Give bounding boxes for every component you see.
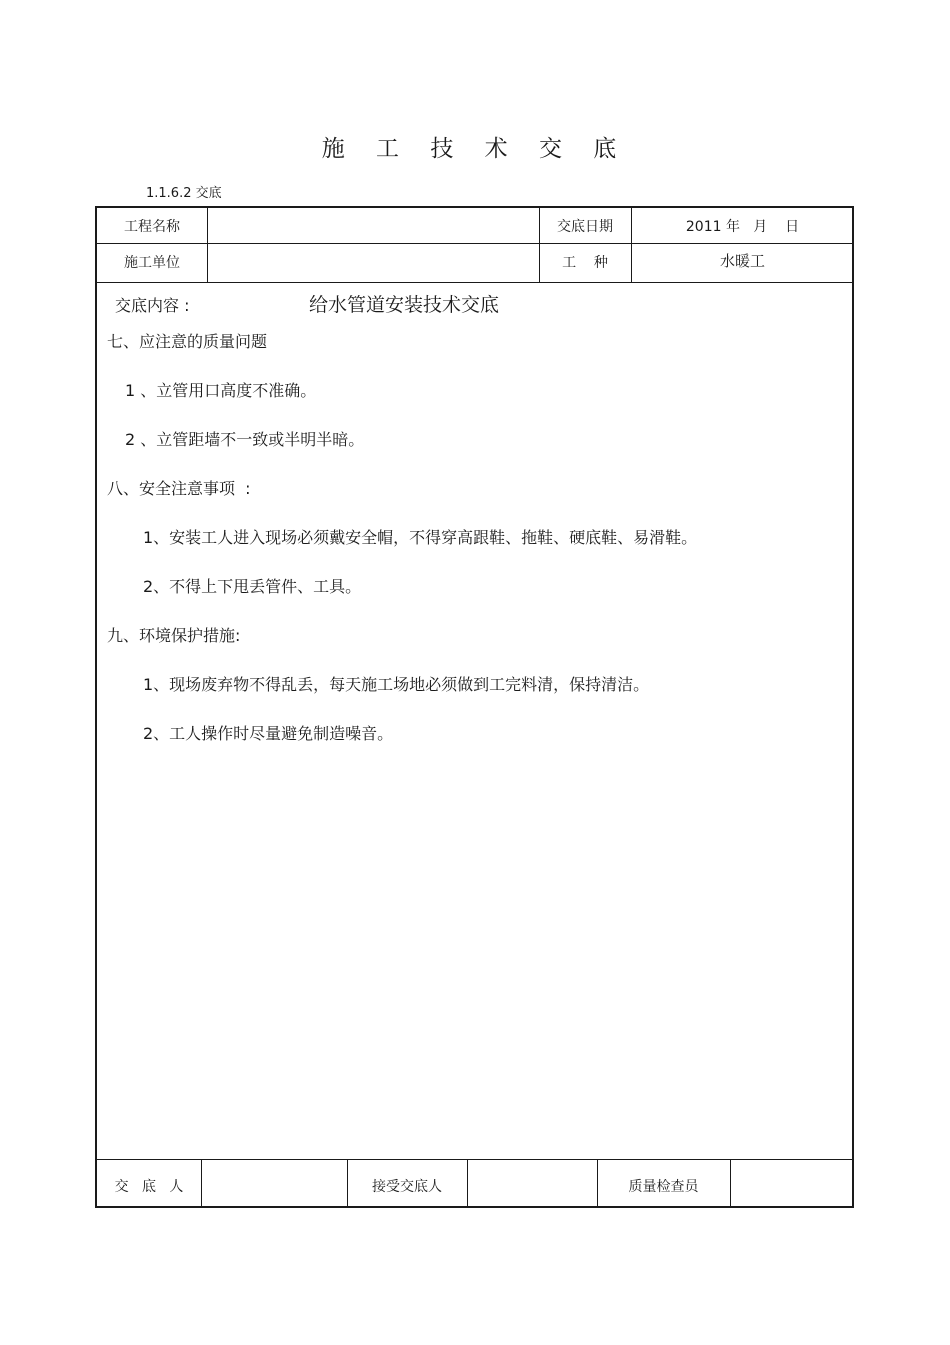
col-divider [467,1159,468,1208]
content-label: 交底内容 : [115,296,190,315]
document-title: 施 工 技 术 交 底 [321,136,629,162]
section-heading-quality: 七、应注意的质量问题 [107,332,268,351]
safety-item-2: 2、不得上下甩丢管件、工具。 [143,577,362,596]
content-heading: 给水管道安装技术交底 [309,294,500,316]
safety-item-1: 1、安装工人进入现场必须戴安全帽，不得穿高跟鞋、拖鞋、硬底鞋、易滑鞋。 [143,528,698,547]
receiver-label: 接受交底人 [372,1179,442,1195]
section-heading-safety: 八、安全注意事项 : [107,479,251,498]
col-divider [201,1159,202,1208]
row-divider [97,282,852,283]
disclosure-form [95,206,854,1208]
environment-item-1: 1、现场废弃物不得乱丢，每天施工场地必须做到工完料清，保持清洁。 [143,675,650,694]
inspector-label: 质量检查员 [628,1179,699,1195]
col-divider [730,1159,731,1208]
date-field[interactable]: 2011 年 月 日 [685,219,800,235]
row-divider [97,243,852,244]
environment-item-2: 2、工人操作时尽量避免制造噪音。 [143,724,394,743]
col-divider [207,208,208,282]
discloser-label: 交 底 人 [114,1179,184,1195]
trade-field[interactable]: 水暖工 [719,252,765,270]
row-divider [97,1159,852,1160]
quality-item-1: 1 、立管用口高度不准确。 [125,381,317,400]
section-number: 1.1.6.2 交底 [146,186,222,201]
trade-label: 工 种 [562,255,608,271]
date-label: 交底日期 [557,219,613,235]
unit-label: 施工单位 [124,255,180,271]
quality-item-2: 2 、立管距墙不一致或半明半暗。 [125,430,365,449]
section-heading-environment: 九、环境保护措施: [107,626,241,645]
project-name-label: 工程名称 [124,219,180,235]
